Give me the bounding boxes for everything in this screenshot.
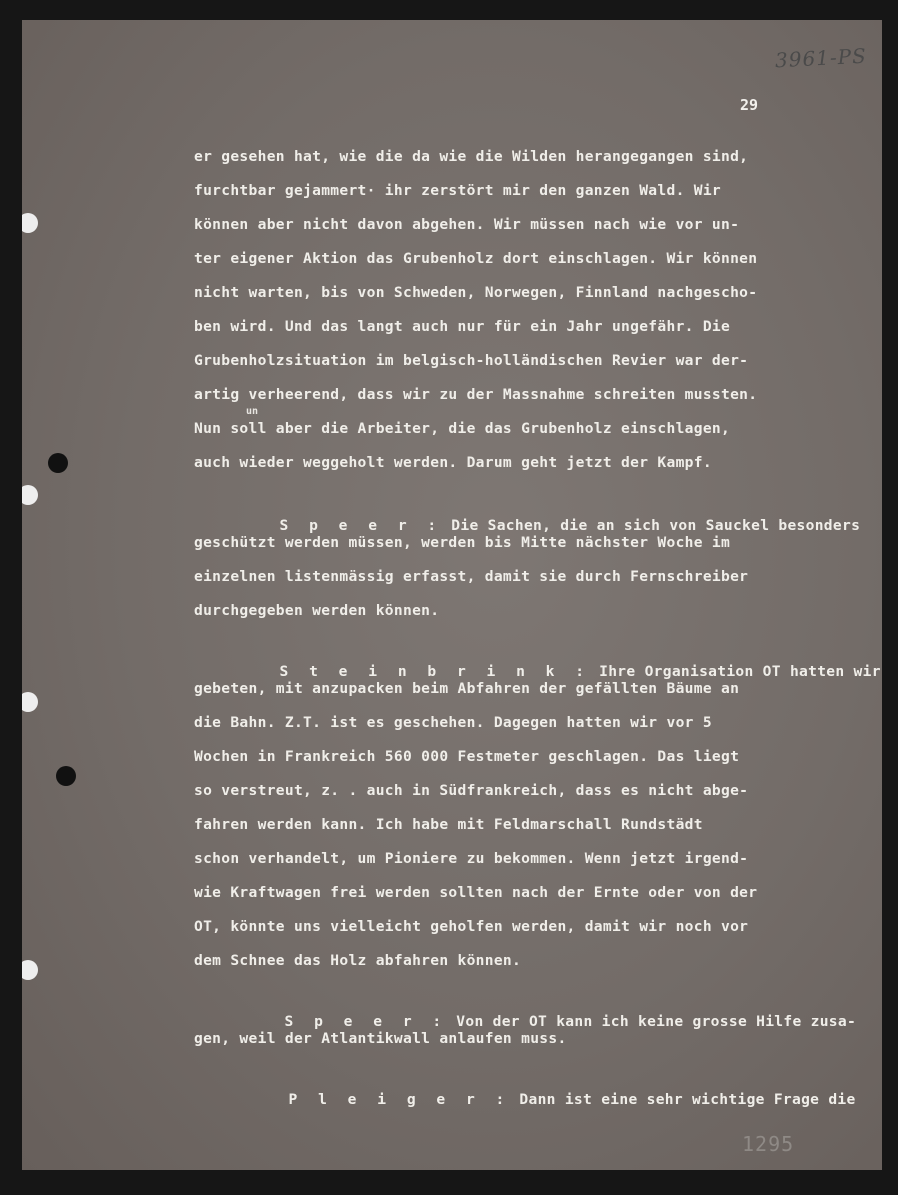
- speaker-name: S p e e r :: [284, 1013, 448, 1030]
- text-line: Grubenholzsituation im belgisch-holländischen Revier war der-: [194, 352, 749, 369]
- text-line: schon verhandelt, um Pioniere zu bekommen. Wenn jetzt irgend-: [194, 850, 749, 867]
- text-line: geschützt werden müssen, werden bis Mitte nächster Woche im: [194, 534, 731, 551]
- punch-hole: [22, 692, 38, 712]
- punch-hole: [48, 453, 68, 473]
- text-line: wie Kraftwagen frei werden sollten nach der Ernte oder von der: [194, 884, 758, 901]
- text-line: auch wieder weggeholt werden. Darum geht jetzt der Kampf.: [194, 454, 712, 471]
- text-line: durchgegeben werden können.: [194, 602, 440, 619]
- text-line: dem Schnee das Holz abfahren können.: [194, 952, 522, 969]
- punch-hole: [56, 766, 76, 786]
- speaker-name: S t e i n b r i n k :: [279, 663, 591, 680]
- text-segment: Von der OT kann ich keine grosse Hilfe zusa-: [447, 1013, 857, 1030]
- handwritten-insertion: un: [246, 406, 259, 417]
- stamp-number: 1295: [742, 1132, 795, 1156]
- archive-number: 3961-PS: [774, 43, 868, 73]
- text-line: artig verheerend, dass wir zu der Massnahme schreiten mussten.: [194, 386, 758, 403]
- text-line: Nun soll aber die Arbeiter, die das Grubenholz einschlagen,: [194, 420, 731, 437]
- text-line: Wochen in Frankreich 560 000 Festmeter geschlagen. Das liegt: [194, 748, 740, 765]
- punch-hole: [22, 213, 38, 233]
- text-line: er gesehen hat, wie die da wie die Wilden herangegangen sind,: [194, 148, 749, 165]
- text-line: so verstreut, z. . auch in Südfrankreich, dass es nicht abge-: [194, 782, 749, 799]
- speaker-line: [234, 1074, 856, 1125]
- text-line: können aber nicht davon abgehen. Wir müssen nach wie vor un-: [194, 216, 740, 233]
- text-line: furchtbar gejammert· ihr zerstört mir den ganzen Wald. Wir: [194, 182, 721, 199]
- punch-hole: [22, 960, 38, 980]
- text-segment: Dann ist eine sehr wichtige Frage die: [510, 1091, 856, 1108]
- punch-hole: [22, 485, 38, 505]
- speaker-name: S p e e r :: [279, 517, 443, 534]
- text-segment: Die Sachen, die an sich von Sauckel besonders: [442, 517, 861, 534]
- speaker-name: P l e i g e r :: [288, 1091, 511, 1108]
- text-line: gen, weil der Atlantikwall anlaufen muss.: [194, 1030, 567, 1047]
- text-line: die Bahn. Z.T. ist es geschehen. Dagegen hatten wir vor 5: [194, 714, 712, 731]
- page-number: 29: [740, 96, 759, 114]
- document-page: [22, 20, 882, 1170]
- text-line: OT, könnte uns vielleicht geholfen werden, damit wir noch vor: [194, 918, 749, 935]
- text-line: fahren werden kann. Ich habe mit Feldmarschall Rundstädt: [194, 816, 703, 833]
- text-line: nicht warten, bis von Schweden, Norwegen, Finnland nachgescho-: [194, 284, 758, 301]
- text-line: einzelnen listenmässig erfasst, damit sie durch Fernschreiber: [194, 568, 749, 585]
- text-line: gebeten, mit anzupacken beim Abfahren der gefällten Bäume an: [194, 680, 740, 697]
- text-line: ben wird. Und das langt auch nur für ein Jahr ungefähr. Die: [194, 318, 731, 335]
- text-segment: Ihre Organisation OT hatten wir: [590, 663, 881, 680]
- text-line: ter eigener Aktion das Grubenholz dort einschlagen. Wir können: [194, 250, 758, 267]
